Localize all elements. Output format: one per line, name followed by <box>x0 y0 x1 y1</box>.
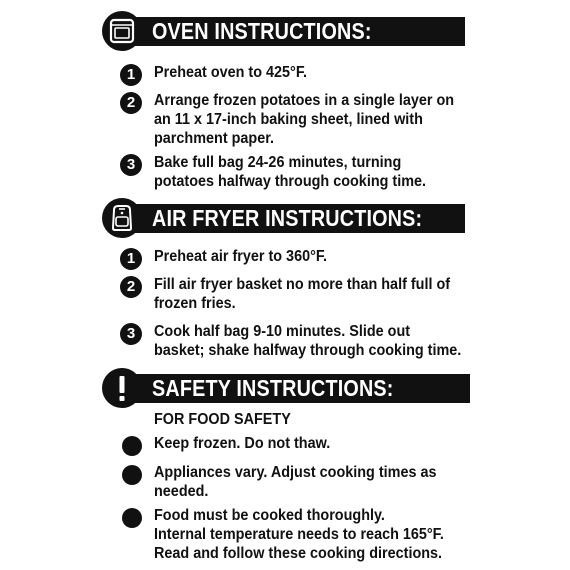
step-number: 3 <box>120 323 142 345</box>
step-number: 3 <box>120 154 142 176</box>
item-text: Appliances vary. Adjust cooking times as needed. <box>154 464 437 500</box>
step-number: 1 <box>120 64 142 86</box>
oven-icon <box>102 11 142 51</box>
bullet <box>122 465 142 485</box>
bullet <box>122 508 142 528</box>
safety-subheading: FOR FOOD SAFETY <box>154 411 291 428</box>
step-text: Cook half bag 9-10 minutes. Slide out basket; shake halfway through cooking time. <box>154 323 462 359</box>
step-text: Bake full bag 24-26 minutes, turning potatoes halfway through cooking time. <box>154 154 427 190</box>
step-text: Preheat air fryer to 360°F. <box>154 248 328 265</box>
step-text: Fill air fryer basket no more than half full of frozen fries. <box>154 276 451 312</box>
bullet <box>122 436 142 456</box>
air-fryer-title: AIR FRYER INSTRUCTIONS: <box>152 205 423 231</box>
item-text: Food must be cooked thoroughly. Internal temperature needs to reach 165°F. Read and follow these cooking directions. <box>154 507 444 562</box>
step-text: Arrange frozen potatoes in a single layer on an 11 x 17-inch baking sheet, lined with parchment paper. <box>154 92 455 147</box>
safety-title: SAFETY INSTRUCTIONS: <box>152 375 394 401</box>
item-text: Keep frozen. Do not thaw. <box>154 435 331 452</box>
step-number: 2 <box>120 92 142 114</box>
exclamation-icon <box>102 368 142 408</box>
oven-title: OVEN INSTRUCTIONS: <box>152 18 372 44</box>
step-number: 1 <box>120 248 142 270</box>
step-number: 2 <box>120 276 142 298</box>
air-fryer-icon <box>102 198 142 238</box>
step-text: Preheat oven to 425°F. <box>154 64 308 81</box>
